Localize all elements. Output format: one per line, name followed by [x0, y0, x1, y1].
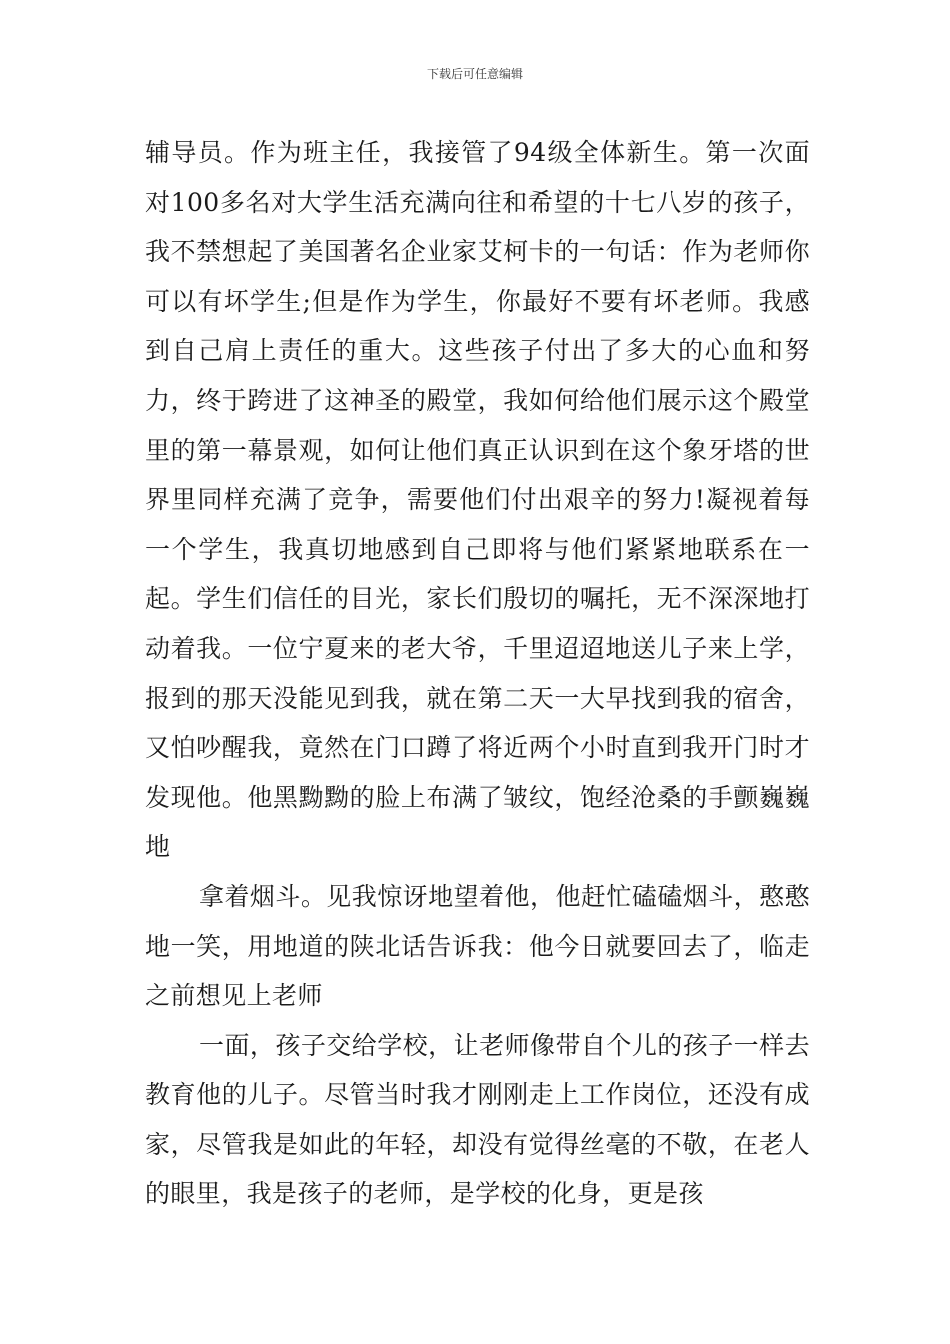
paragraph-1: 辅导员。作为班主任，我接管了94级全体新生。第一次面对100多名对大学生活充满向往和希望的十七八岁的孩子，我不禁想起了美国著名企业家艾柯卡的一句话：作为老师你可以有坏学生;但是作为学生，你最好不要有坏老师。我感到自己肩上责任的重大。这些孩子付出了多大的心血和努力，终于跨进了这神圣的殿堂，我如何给他们展示这个殿堂里的第一幕景观，如何让他们真正认识到在这个象牙塔的世界里同样充满了竞争，需要他们付出艰辛的努力!凝视着每一个学生，我真切地感到自己即将与他们紧紧地联系在一起。学生们信任的目光，家长们殷切的嘱托，无不深深地打动着我。一位宁夏来的老大爷，千里迢迢地送儿子来上学，报到的那天没能见到我，就在第二天一大早找到我的宿舍，又怕吵醒我，竟然在门口蹲了将近两个小时直到我开门时才发现他。他黑黝黝的脸上布满了皱纹，饱经沧桑的手颤巍巍地	[145, 138, 810, 862]
page-header: 下载后可任意编辑	[426, 67, 523, 81]
paragraph-2: 拿着烟斗。见我惊讶地望着他，他赶忙磕磕烟斗，憨憨地一笑，用地道的陕北话告诉我：他今日就要回去了，临走之前想见上老师	[145, 881, 810, 1011]
document-body	[145, 128, 810, 1219]
paragraph-3: 一面，孩子交给学校，让老师像带自个儿的孩子一样去教育他的儿子。尽管当时我才刚刚走上工作岗位，还没有成家，尽管我是如此的年轻，却没有觉得丝毫的不敬，在老人的眼里，我是孩子的老师，是学校的化身，更是孩	[145, 1030, 810, 1209]
